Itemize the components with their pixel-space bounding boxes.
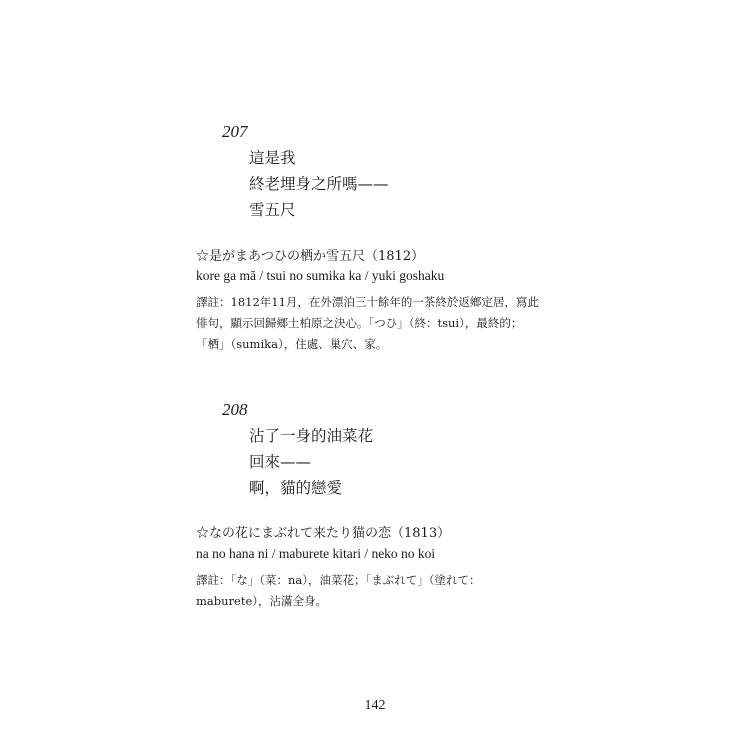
- page-number: 142: [364, 698, 386, 713]
- note-line: 俳句，顯示回歸鄉土柏原之決心。「つひ」（終：tsui），最終的；: [196, 316, 523, 330]
- poem-number: 207: [222, 122, 248, 141]
- verse-line: 啊，貓的戀愛: [249, 479, 343, 497]
- verse-line: 這是我: [249, 149, 296, 167]
- translator-note: [196, 570, 556, 612]
- note-line: 譯註：1812年11月，在外漂泊三十餘年的一茶終於返鄉定居，寫此: [196, 295, 539, 309]
- translator-note: [196, 292, 556, 355]
- original-haiku: ☆なの花にまぶれて来たり猫の恋（1813）: [196, 526, 451, 541]
- note-line: 譯註：「な」（菜：na），油菜花；「まぶれて」（塗れて：: [196, 573, 481, 587]
- verse-line: 終老埋身之所嗎——: [249, 175, 389, 193]
- note-line: 「栖」（sumika），住處、巢穴、家。: [196, 337, 388, 351]
- romaji-transliteration: na no hana ni / maburete kitari / neko no koi: [196, 546, 436, 561]
- original-haiku: ☆是がまあつひの栖か雪五尺（1812）: [196, 249, 425, 264]
- verse-line: 沾了一身的油菜花: [249, 427, 374, 445]
- verse-line: 回來——: [249, 453, 312, 471]
- verse-translation: [249, 145, 389, 223]
- poem-number: 208: [222, 400, 248, 419]
- verse-line: 雪五尺: [249, 201, 296, 219]
- romaji-transliteration: kore ga mā / tsui no sumika ka / yuki goshaku: [196, 268, 445, 283]
- verse-translation: [249, 423, 373, 501]
- note-line: maburete），沾滿全身。: [196, 594, 328, 608]
